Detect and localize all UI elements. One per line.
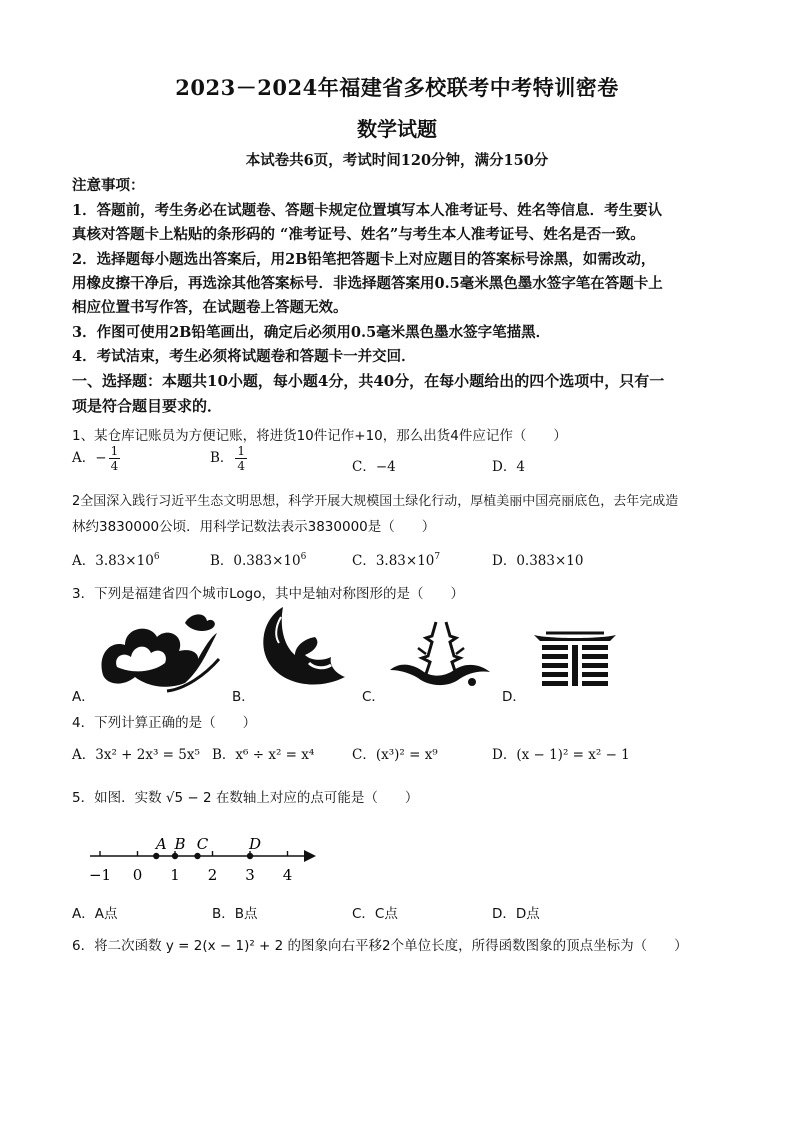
q1-b-numerator: 1 <box>237 444 246 458</box>
section-heading: 一、选择题：本题共10小题，每小题4分，共40分，在每小题给出的四个选项中，只有一 <box>72 372 665 390</box>
q1-option-a-label: A．− <box>72 450 107 466</box>
exam-title: 2023－2024年福建省多校联考中考特训密卷 <box>175 75 619 100</box>
number-line-point-label: A <box>155 835 167 853</box>
number-line-point-label: C <box>196 835 209 853</box>
q4-option-d: D．(x − 1)² = x² − 1 <box>492 747 630 763</box>
q3-option-b: B． <box>232 689 255 705</box>
number-line-tick-label: 3 <box>245 866 255 884</box>
number-line-tick-label: 2 <box>207 866 218 884</box>
q2-c-base: C．3.83×10 <box>352 553 435 569</box>
number-line <box>82 828 327 888</box>
notes-heading: 注意事项： <box>72 177 145 194</box>
question-2-stem: 2全国深入践行习近平生态文明思想，科学开展大规模国土绿化行动，厚植美丽中国亮丽底色，去年完成造 <box>72 494 679 509</box>
pavilion-logo-icon <box>532 627 618 691</box>
question-4-stem: 4．下列计算正确的是（ ） <box>72 715 257 731</box>
arrow-right-icon <box>304 850 316 862</box>
q2-a-exponent: 6 <box>153 552 160 562</box>
number-line-tick-label: −1 <box>88 866 112 884</box>
q2-b-base: B．0.383×10 <box>210 553 301 569</box>
exam-subtitle: 数学试题 <box>357 117 437 141</box>
note-line: 相应位置书写作答，在试题卷上答题无效。 <box>72 299 348 316</box>
number-line-tick-label: 4 <box>282 866 293 884</box>
question-5-stem: 5．如图．实数 √5 − 2 在数轴上对应的点可能是（ ） <box>72 790 419 806</box>
q2-option-c <box>352 549 440 569</box>
note-line: 真核对答题卡上粘贴的条形码的 “准考证号、姓名”与考生本人准考证号、姓名是否一致。 <box>72 226 645 243</box>
q2-b-exponent: 6 <box>300 552 307 562</box>
section-heading-cont: 项是符合题目要求的． <box>72 397 223 415</box>
wave-brush-logo-icon <box>255 603 350 695</box>
question-2-stem-cont: 林约3830000公顷．用科学记数法表示3830000是（ ） <box>72 519 436 535</box>
number-line-point <box>247 853 253 859</box>
number-line-point-label: D <box>248 835 262 853</box>
exam-info: 本试卷共6页，考试时间120分钟，满分150分 <box>245 152 549 169</box>
q2-option-d: D．0.383×10 <box>492 553 584 569</box>
q1-b-denominator: 4 <box>237 459 246 473</box>
q5-option-b: B．B点 <box>212 906 258 922</box>
q5-option-d: D．D点 <box>492 906 540 922</box>
q3-option-d: D． <box>502 689 526 705</box>
q1-option-b <box>210 444 249 473</box>
note-line: 4．考试洁束，考生必须将试题卷和答题卡一并交回． <box>72 348 416 365</box>
tower-wave-logo-icon <box>388 618 493 690</box>
number-line-tick-label: 0 <box>132 866 143 884</box>
note-line: 1．答题前，考生务必在试题卷、答题卡规定位置填写本人准考证号、姓名等信息．考生要认 <box>72 202 663 219</box>
q3-option-c: C． <box>362 689 385 705</box>
q5-option-a: A．A点 <box>72 906 118 922</box>
number-line-point <box>172 853 178 859</box>
question-1-stem: 1、某仓库记账员为方便记账，将进货10件记作+10，那么出货4件应记作（ ） <box>72 428 567 444</box>
q4-option-c: C．(x³)² = x⁹ <box>352 747 438 763</box>
q2-option-a <box>72 549 160 569</box>
q4-option-b: B．x⁶ ÷ x² = x⁴ <box>212 747 315 763</box>
question-3-stem: 3．下列是福建省四个城市Logo，其中是轴对称图形的是（ ） <box>72 586 464 602</box>
q1-option-b-fraction <box>235 444 247 473</box>
q1-option-c: C．−4 <box>352 459 396 475</box>
question-6-stem: 6．将二次函数 y = 2(x − 1)² + 2 的图象向右平移2个单位长度，所得函数图象的顶点坐标为（ ） <box>72 938 688 954</box>
number-line-point <box>153 853 159 859</box>
q2-option-b <box>210 549 306 569</box>
number-line-point-label: B <box>174 835 186 853</box>
q5-option-c: C．C点 <box>352 906 398 922</box>
q1-option-a-fraction <box>109 444 121 473</box>
q2-a-base: A．3.83×10 <box>72 553 154 569</box>
q2-c-exponent: 7 <box>434 552 441 562</box>
q1-option-d: D．4 <box>492 459 525 475</box>
q3-option-a: A． <box>72 689 95 705</box>
note-line: 用橡皮擦干净后，再选涂其他答案标号．非选择题答案用0.5毫米黑色墨水签字笔在答题卡上 <box>72 275 663 292</box>
q1-option-b-label: B． <box>210 450 234 466</box>
q4-option-a: A．3x² + 2x³ = 5x⁵ <box>72 747 200 763</box>
cloud-brush-logo-icon <box>95 605 225 695</box>
q1-a-denominator: 4 <box>110 459 119 473</box>
note-line: 3．作图可使用2B铅笔画出，确定后必须用0.5毫米黑色墨水签字笔描黑． <box>72 324 551 341</box>
q1-a-numerator: 1 <box>110 444 119 458</box>
note-line: 2．选择题每小题选出答案后，用2B铅笔把答题卡上对应题目的答案标号涂黑，如需改动， <box>72 251 656 268</box>
number-line-point <box>194 853 200 859</box>
q1-option-a <box>72 444 122 473</box>
number-line-tick-label: 1 <box>170 866 180 884</box>
